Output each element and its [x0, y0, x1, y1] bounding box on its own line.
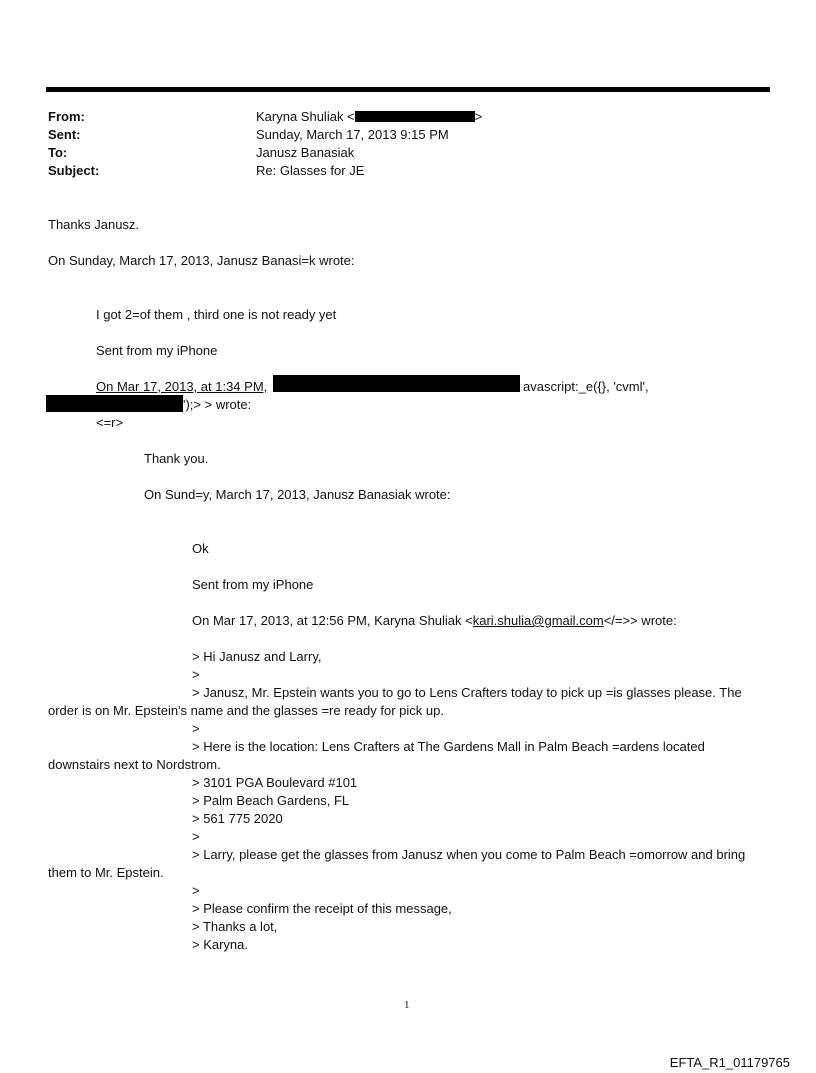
reply-text: Thanks Janusz. [48, 217, 140, 232]
quote2-attribution: On Sund=y, March 17, 2013, Janusz Banasiak wrote: [144, 487, 451, 502]
body-line: > Palm Beach Gardens, FL [192, 793, 350, 808]
quote1-line1: I got 2=of them , third one is not ready yet [96, 307, 337, 322]
quote1-line2: Sent from my iPhone [96, 343, 218, 358]
sent-value: Sunday, March 17, 2013 9:15 PM [256, 127, 449, 142]
body-line: > Hi Janusz and Larry, [192, 649, 322, 664]
to-value: Janusz Banasiak [256, 145, 355, 160]
document-id: EFTA_R1_01179765 [669, 1055, 790, 1070]
body-line: > 561 775 2020 [192, 811, 283, 826]
quote2-line1: Thank you. [144, 451, 209, 466]
body-line: > 3101 PGA Boulevard #101 [192, 775, 358, 790]
body-line: > Larry, please get the glasses from Janusz when you come to Palm Beach =omorrow and bring [192, 847, 746, 862]
quote3-attr-end: </=>> wrote: [603, 613, 677, 628]
body-line: > [192, 721, 200, 736]
body-line: > Thanks a lot, [192, 919, 278, 934]
sent-label: Sent: [48, 127, 81, 142]
body-line: > Here is the location: Lens Crafters at The Gardens Mall in Palm Beach =ardens located [192, 739, 705, 754]
quote3-attribution [192, 612, 677, 630]
body-line: downstairs next to Nordstrom. [48, 757, 221, 772]
quote3-attr-email: kari.shulia@gmail.com [472, 613, 604, 628]
redaction-box [355, 111, 475, 122]
body-line: > [192, 883, 200, 898]
header-rule [46, 87, 770, 92]
from-name: Karyna Shuliak < [256, 109, 355, 124]
quote3-ok: Ok [192, 541, 209, 556]
quote3-attr-start: On Mar 17, 2013, at 12:56 PM, Karyna Shuliak < [192, 613, 473, 628]
body-line: > [192, 829, 200, 844]
page-number: 1 [404, 999, 410, 1011]
from-value-end: > [474, 109, 483, 124]
body-line: > Janusz, Mr. Epstein wants you to go to Lens Crafters today to pick up =is glasses please. The [192, 685, 742, 700]
quote1-attr-end: ');> > wrote: [183, 397, 252, 412]
quote1-tag: <=r> [96, 415, 124, 430]
subject-label: Subject: [48, 163, 100, 178]
redaction-box [273, 375, 520, 392]
quote1-attr-mid: avascript:_e({}, 'cvml', [523, 379, 649, 394]
body-line: order is on Mr. Epstein's name and the glasses =re ready for pick up. [48, 703, 444, 718]
body-line: > Please confirm the receipt of this message, [192, 901, 452, 916]
body-line: > Karyna. [192, 937, 249, 952]
from-label: From: [48, 109, 85, 124]
to-label: To: [48, 145, 68, 160]
subject-value: Re: Glasses for JE [256, 163, 365, 178]
body-line: them to Mr. Epstein. [48, 865, 164, 880]
redaction-box [46, 395, 183, 412]
from-value [256, 108, 482, 126]
quote3-sent: Sent from my iPhone [192, 577, 314, 592]
quote1-attribution: On Sunday, March 17, 2013, Janusz Banasi=k wrote: [48, 253, 355, 268]
quote1-attr-start: On Mar 17, 2013, at 1:34 PM, [96, 379, 268, 394]
body-line: > [192, 667, 200, 682]
